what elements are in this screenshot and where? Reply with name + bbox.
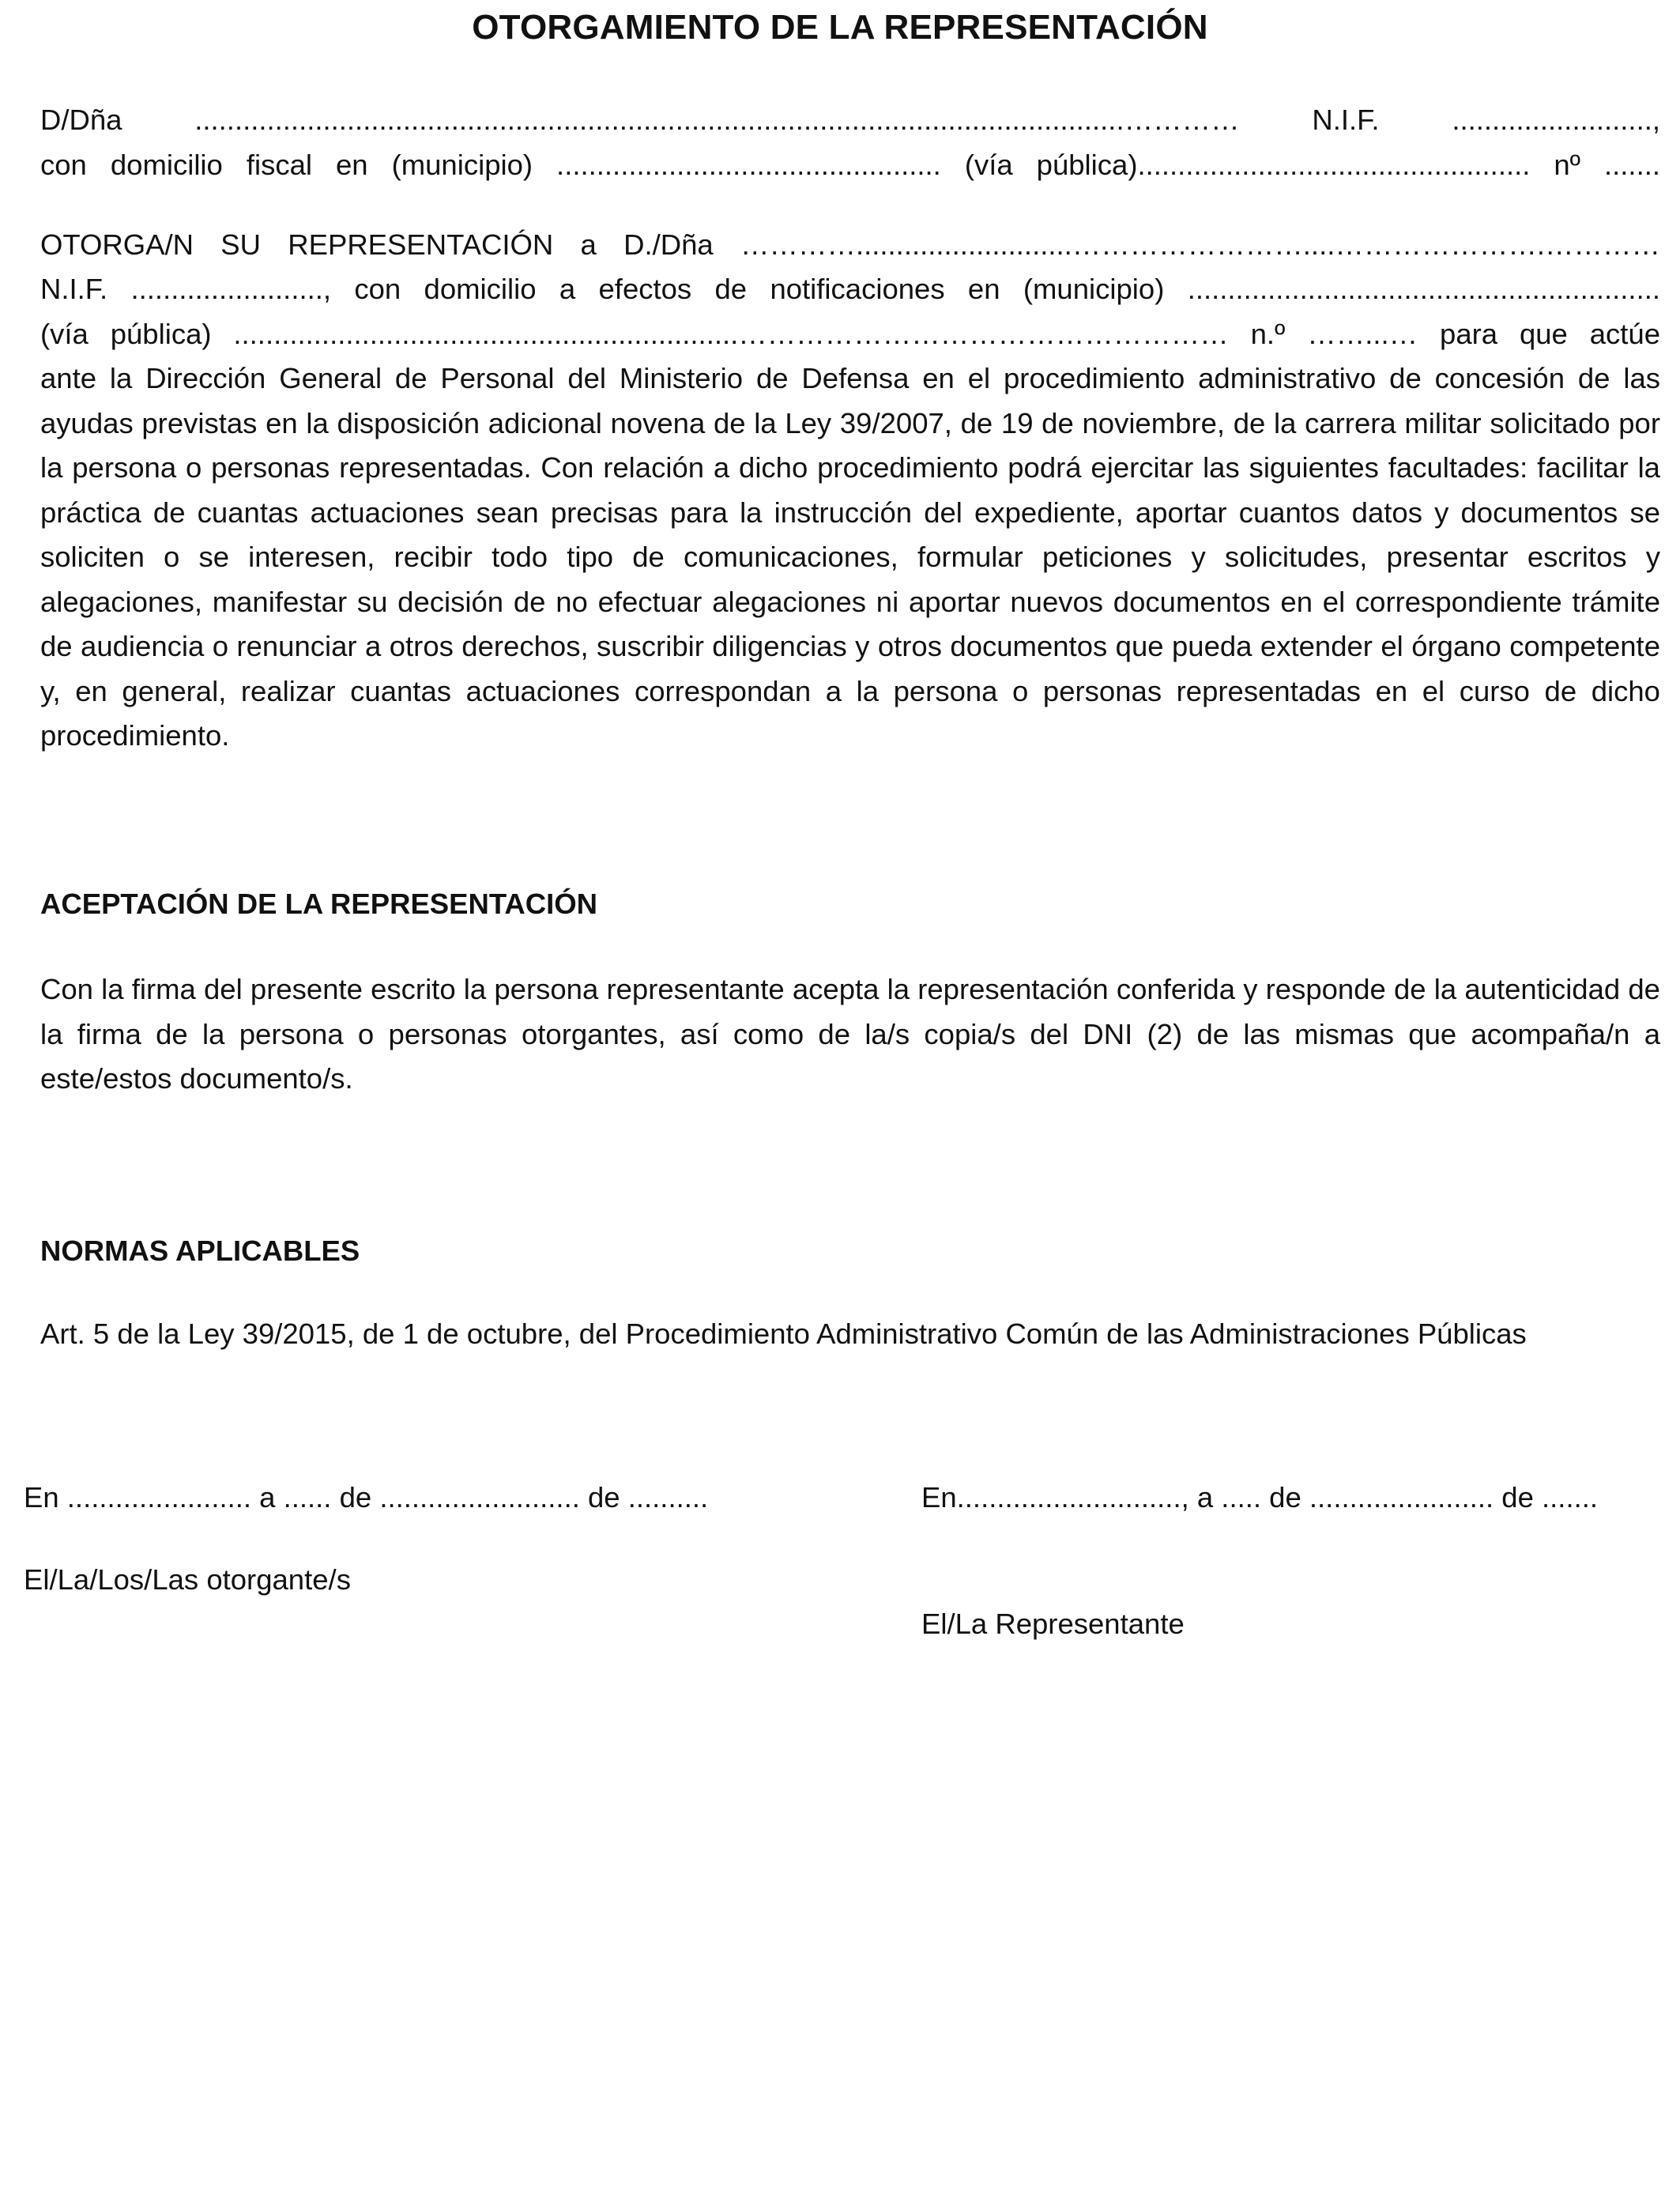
representative-nif-line: N.I.F. ........................, con domicilio a efectos de notificaciones en (municipio) ........................................................... <box>40 273 1660 305</box>
representative-name-line: OTORGA/N SU REPRESENTACIÓN a D./Dña …………...........................……………………....………………….………… <box>40 228 1660 261</box>
representative-signature-label: El/La Representante <box>921 1608 1185 1640</box>
grantor-place-date: En ....................... a ...... de ......................... de .......... <box>24 1481 709 1514</box>
grantor-name-line: D/Dña ....................................................................................................................………… N.I.F. ........................., <box>40 104 1660 136</box>
acceptance-heading: ACEPTACIÓN DE LA REPRESENTACIÓN <box>40 888 598 920</box>
grantor-address-line: con domicilio fiscal en (municipio) ................................................ (vía pública)................................................. nº ....... <box>40 149 1660 181</box>
norms-heading: NORMAS APLICABLES <box>40 1235 360 1267</box>
grant-powers-paragraph: ante la Dirección General de Personal del Ministerio de Defensa en el procedimiento administrativo de concesión de las ayudas previstas en la disposición adicional novena de la Ley 39/2007, de 19 de noviembre, de la carrera militar solicitado por la persona o personas representadas. Con relación a dicho procedimiento podrá ejercitar las siguientes facultades: facilitar la práctica de cuantas actuaciones sean precisas para la instrucción del expediente, aportar cuantos datos y documentos se soliciten o se interesen, recibir todo tipo de comunicaciones, formular peticiones y solicitudes, presentar escritos y alegaciones, manifestar su decisión de no efectuar alegaciones ni aportar nuevos documentos en el correspondiente trámite de audiencia o renunciar a otros derechos, suscribir diligencias y otros documentos que pueda extender el órgano competente y, en general, realizar cuantas actuaciones correspondan a la persona o personas representadas en el curso de dicho procedimiento. <box>40 362 1660 752</box>
norms-text: Art. 5 de la Ley 39/2015, de 1 de octubre, del Procedimiento Administrativo Común de las Administraciones Públicas <box>40 1318 1527 1350</box>
representative-place-date: En............................, a ..... de ....................... de ....... <box>921 1481 1599 1514</box>
acceptance-paragraph: Con la firma del presente escrito la persona representante acepta la representación conferida y responde de la autenticidad de la firma de la persona o personas otorgantes, así como de la/s copia/s del DNI (2) de las mismas que acompaña/n a este/estos documento/s. <box>40 973 1660 1095</box>
page-title: OTORGAMIENTO DE LA REPRESENTACIÓN <box>472 8 1208 47</box>
grantor-signature-label: El/La/Los/Las otorgante/s <box>24 1563 351 1596</box>
representative-address-line: (vía pública) ...............................................................…………………………………………… n.º ……...… para que actúe <box>40 318 1660 350</box>
